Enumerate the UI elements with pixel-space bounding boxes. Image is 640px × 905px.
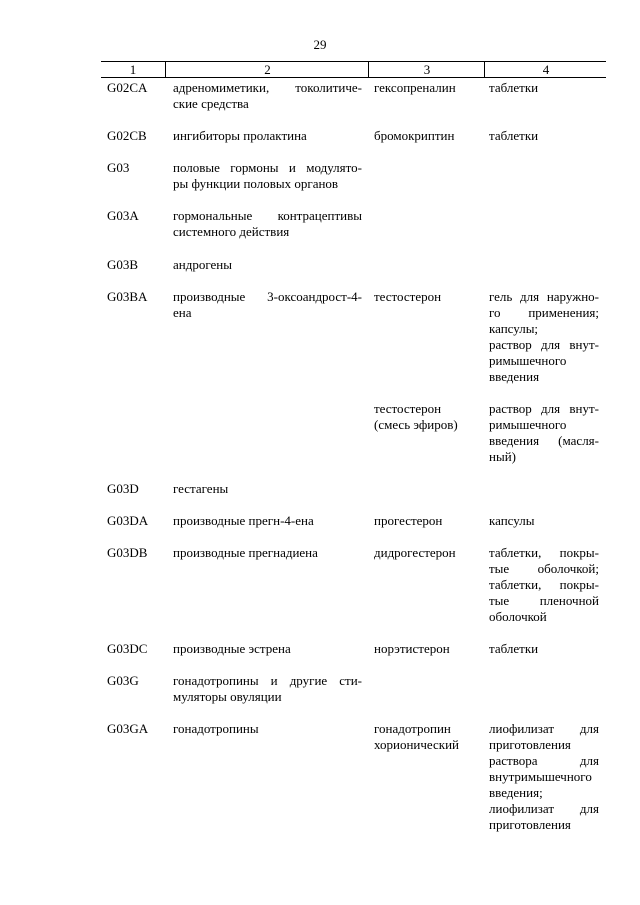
atc-code: G03DB — [107, 545, 148, 560]
cell-line: тые оболочкой; — [489, 561, 599, 576]
cell-line: гормональные контрацептивы — [173, 208, 362, 223]
cell-line: хорионический — [374, 737, 460, 752]
cell-line: производные 3-оксоандрост-4- — [173, 289, 362, 304]
cell-line: половые гормоны и модулято- — [173, 160, 362, 175]
cell-line: введения — [489, 369, 540, 384]
cell-line: таблетки, покры- — [489, 545, 599, 560]
cell-line: бромокриптин — [374, 128, 455, 143]
cell-line: раствора для — [489, 753, 599, 768]
cell-line: ры функции половых органов — [173, 176, 339, 191]
atc-code: G03DC — [107, 641, 148, 656]
dosage-form — [489, 80, 599, 96]
atc-code: G03GA — [107, 721, 149, 736]
header-col-2: 2 — [165, 62, 369, 77]
dosage-form — [489, 401, 599, 465]
cell-line: производные прегн-4-ена — [173, 513, 314, 528]
medicinal-substance — [374, 721, 478, 753]
cell-line: гонадотропины — [173, 721, 259, 736]
anatomical-therapeutic-group — [173, 481, 362, 497]
atc-code: G03G — [107, 673, 139, 688]
cell-line: гель для наружно- — [489, 289, 599, 304]
cell-line: раствор для внут- — [489, 401, 599, 416]
anatomical-therapeutic-group — [173, 80, 362, 112]
dosage-form — [489, 641, 599, 657]
medicinal-substance — [374, 545, 478, 561]
atc-code: G03B — [107, 257, 139, 272]
cell-line: (смесь эфиров) — [374, 417, 458, 432]
cell-line: гестагены — [173, 481, 229, 496]
cell-line: капсулы — [489, 513, 535, 528]
anatomical-therapeutic-group — [173, 128, 362, 144]
cell-line: адреномиметики, токолитиче- — [173, 80, 362, 95]
atc-code: G03DA — [107, 513, 149, 528]
cell-line: лиофилизат для — [489, 721, 599, 736]
cell-line: римышечного — [489, 417, 567, 432]
anatomical-therapeutic-group — [173, 545, 362, 561]
cell-line: гонадотропины и другие сти- — [173, 673, 362, 688]
cell-line: производные эстрена — [173, 641, 291, 656]
atc-code: G03D — [107, 481, 139, 496]
anatomical-therapeutic-group — [173, 257, 362, 273]
cell-line: дидрогестерон — [374, 545, 456, 560]
header-col-1: 1 — [129, 62, 137, 77]
dosage-form — [489, 289, 599, 385]
cell-line: ена — [173, 305, 192, 320]
medicinal-substance — [374, 289, 478, 305]
cell-line: приготовления — [489, 737, 571, 752]
cell-line: введения; — [489, 785, 543, 800]
medicinal-substance — [374, 641, 478, 657]
atc-code: G02CA — [107, 80, 148, 95]
header-col-4: 4 — [484, 62, 607, 77]
cell-line: норэтистерон — [374, 641, 450, 656]
cell-line: ские средства — [173, 96, 249, 111]
cell-line: прогестерон — [374, 513, 443, 528]
cell-line: таблетки — [489, 80, 539, 95]
anatomical-therapeutic-group — [173, 160, 362, 192]
medicinal-substance — [374, 401, 478, 433]
cell-line: ный) — [489, 449, 516, 464]
cell-line: раствор для внут- — [489, 337, 599, 352]
cell-line: тестостерон — [374, 289, 442, 304]
medicinal-substance — [374, 128, 478, 144]
cell-line: таблетки — [489, 641, 539, 656]
dosage-form — [489, 128, 599, 144]
cell-line: таблетки — [489, 128, 539, 143]
dosage-form — [489, 513, 599, 529]
atc-code: G02CB — [107, 128, 147, 143]
cell-line: ингибиторы пролактина — [173, 128, 307, 143]
atc-code: G03 — [107, 160, 130, 175]
table-header — [101, 61, 606, 78]
anatomical-therapeutic-group — [173, 641, 362, 657]
dosage-form — [489, 721, 599, 833]
cell-line: оболочкой — [489, 609, 547, 624]
cell-line: римышечного — [489, 353, 567, 368]
header-col-3: 3 — [368, 62, 485, 77]
cell-line: производные прегнадиена — [173, 545, 318, 560]
anatomical-therapeutic-group — [173, 673, 362, 705]
cell-line: тестостерон — [374, 401, 442, 416]
medicinal-substance — [374, 513, 478, 529]
cell-line: системного действия — [173, 224, 290, 239]
medicinal-substance — [374, 80, 478, 96]
cell-line: введения (масля- — [489, 433, 599, 448]
cell-line: андрогены — [173, 257, 232, 272]
cell-line: муляторы овуляции — [173, 689, 282, 704]
cell-line: го применения; — [489, 305, 599, 320]
page-number: 29 — [313, 37, 327, 52]
anatomical-therapeutic-group — [173, 208, 362, 240]
anatomical-therapeutic-group — [173, 721, 362, 737]
dosage-form — [489, 545, 599, 625]
cell-line: лиофилизат для — [489, 801, 599, 816]
cell-line: внутримышечного — [489, 769, 592, 784]
anatomical-therapeutic-group — [173, 289, 362, 321]
atc-code: G03BA — [107, 289, 148, 304]
cell-line: гонадотропин — [374, 721, 451, 736]
cell-line: приготовления — [489, 817, 571, 832]
cell-line: тые пленочной — [489, 593, 599, 608]
anatomical-therapeutic-group — [173, 513, 362, 529]
cell-line: гексопреналин — [374, 80, 456, 95]
atc-code: G03A — [107, 208, 139, 223]
cell-line: таблетки, покры- — [489, 577, 599, 592]
cell-line: капсулы; — [489, 321, 539, 336]
